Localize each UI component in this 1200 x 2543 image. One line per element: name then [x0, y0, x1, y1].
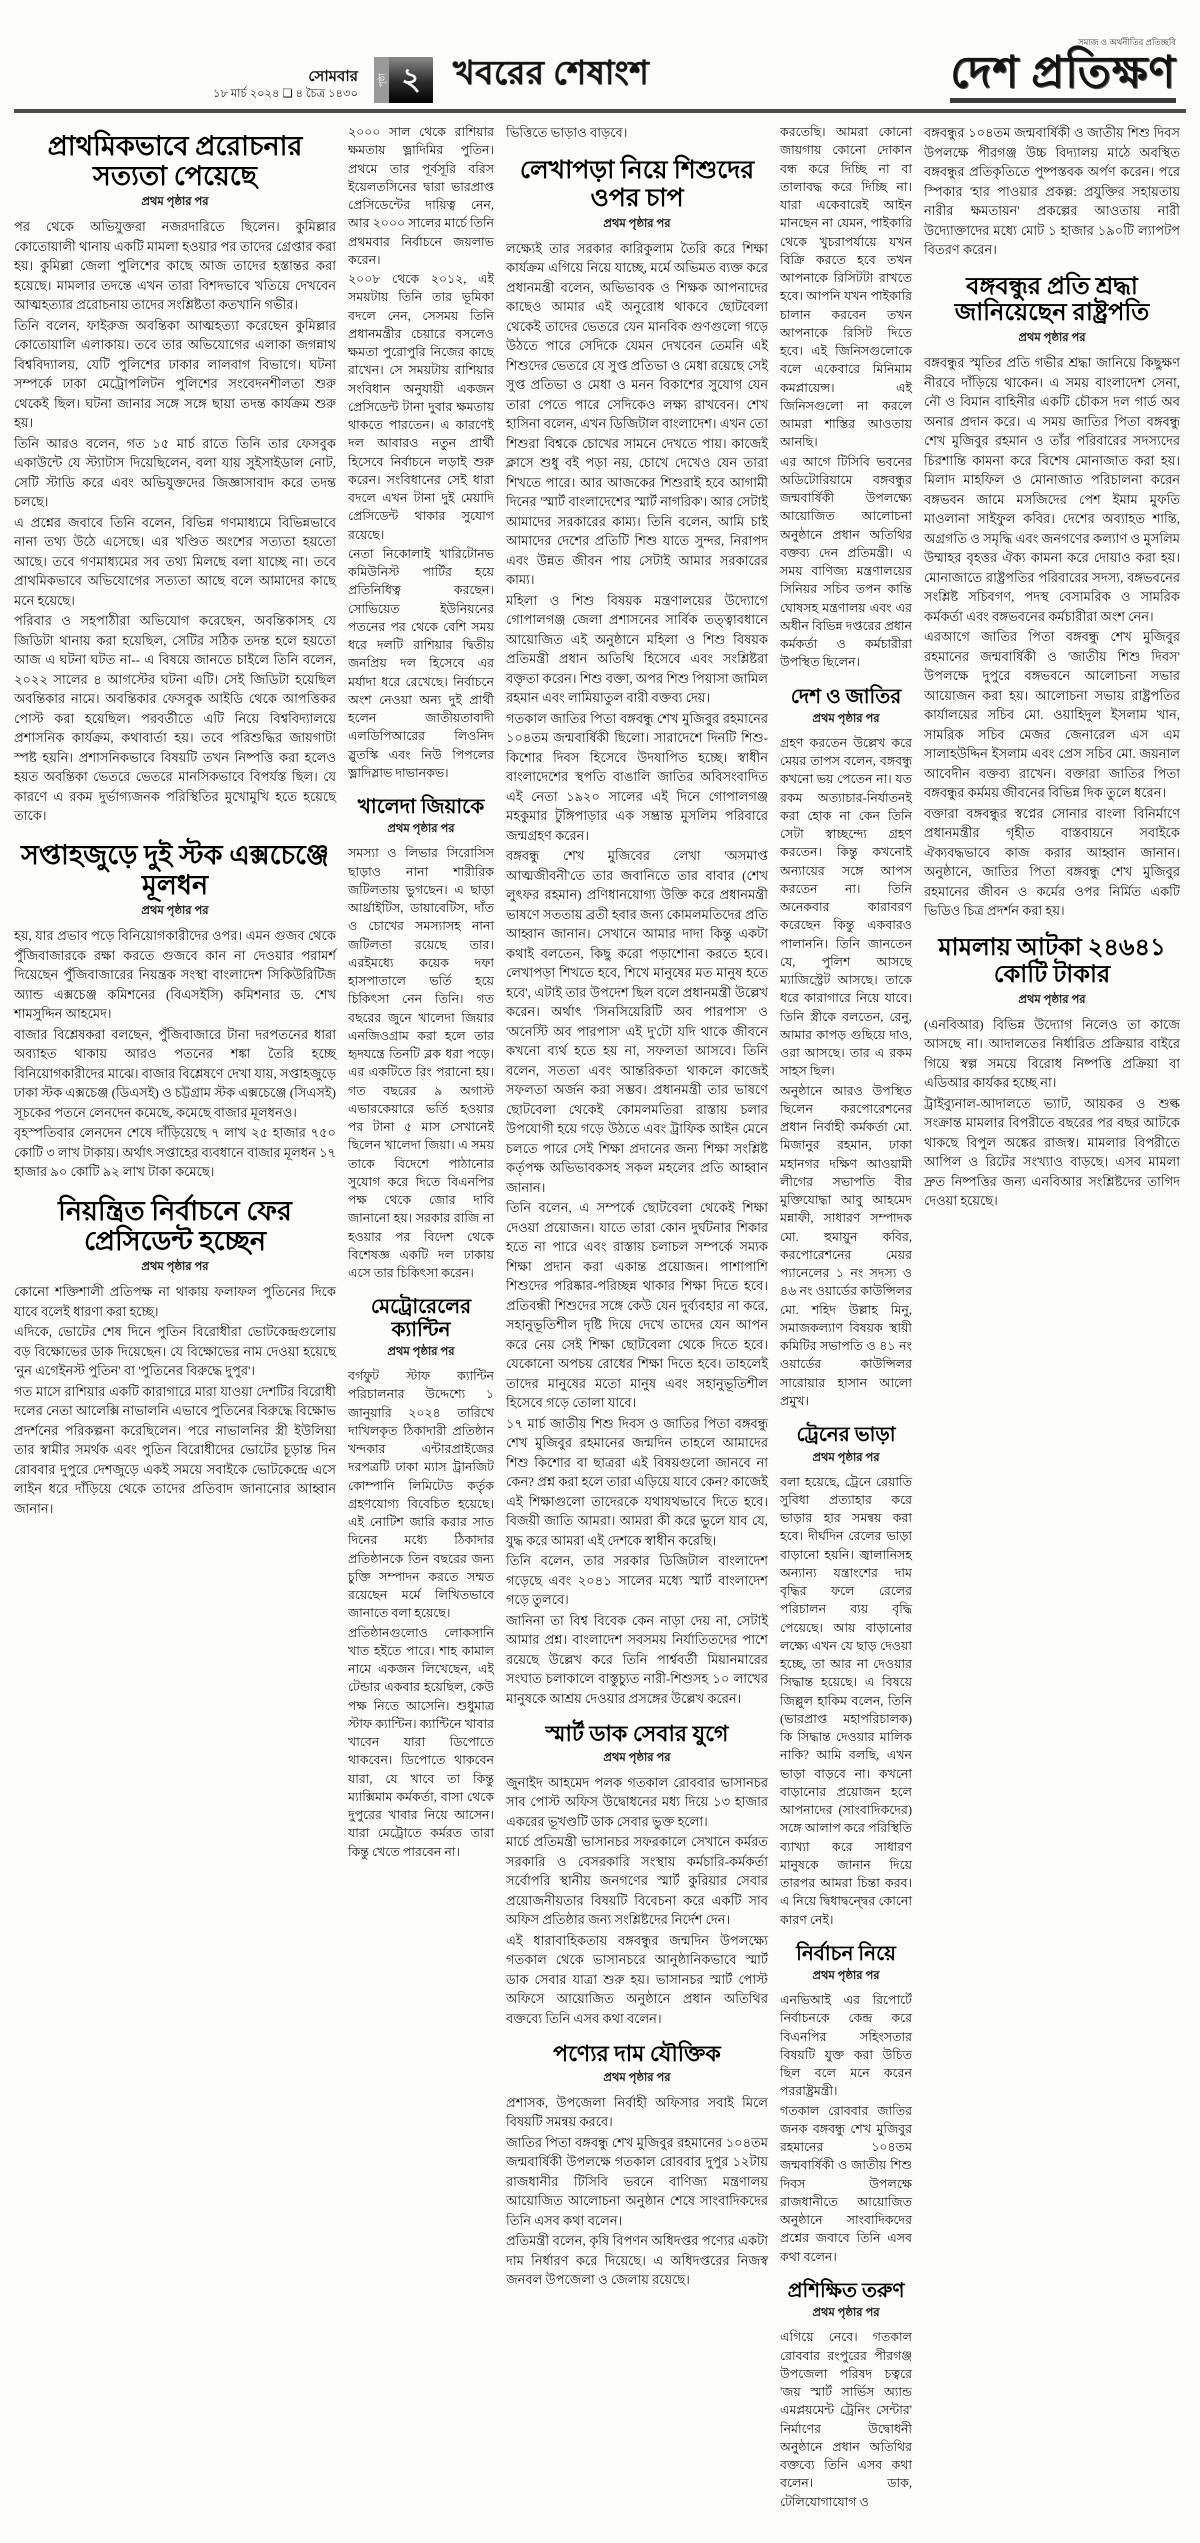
column-2	[348, 123, 494, 1875]
column-1	[14, 123, 336, 1532]
continued-from-label: প্রথম পৃষ্ঠার পর	[603, 1751, 671, 1764]
article-continuation	[924, 123, 1180, 260]
article-headline: লেখাপড়া নিয়ে শিশুদের ওপর চাপ	[519, 156, 755, 212]
article	[924, 274, 1180, 921]
body-paragraph: গতকাল রোববার জাতির জনক বঙ্গবন্ধু শেখ মুজিবুর রহমানের ১০৪তম জন্মবার্ষিকী ও জাতীয় শিশু দিবস উপলক্ষে রাজধানীতে আয়োজিত অনুষ্ঠানে সাংবাদিকদের প্রশ্নের জবাবে তিনি এসব কথা বলেন।	[780, 2103, 912, 2264]
body-paragraph: অনুষ্ঠানে আরও উপস্থিত ছিলেন করপোরেশনের প্রধান নির্বাহী কর্মকর্তা মো. মিজানুর রহমান, ঢাকা মহানগর দক্ষিণ আওয়ামী লীগের সভাপতি বীর মুক্তিযোদ্ধা আবু আহমেদ মন্নাফী, সাধারণ সম্পাদক মো. হুমায়ুন কবির, করপোরেশনের মেয়র প্যানেলের ১ নং সদস্য ও ৪৬ নং ওয়ার্ডের কাউন্সিলর মো. শহিদ উল্লাহ মিনু, সমাজকল্যাণ বিষয়ক স্থায়ী কমিটির সভাপতি ও ৪১ নং ওয়ার্ডের কাউন্সিলর সারোয়ার হাসান আলো প্রমুখ।	[780, 1083, 912, 1408]
body-paragraph: করতেছি। আমরা কোনো জায়গায় কোনো দোকান বন্ধ করে দিচ্ছি না বা তালাবদ্ধ করে দিচ্ছি না। যারা একেবারেই আইন মানছেন না যেমন, পাইকারি থেকে খুচরাপর্যায়ে যখন বিক্রি করতে হবে তখন আপনাকে রিসিটটা রাখতে হবে। আপনি যখন পাইকারি চালান করবেন তখন আপনাকে রিসিট দিতে হবে। এই জিনিসগুলোকে বলে একেবারে মিনিমাম কমপ্লায়েন্স। এই জিনিসগুলো না করলে আমরা শাস্তির আওতায় আনছি।	[780, 125, 912, 450]
continued-from-label: প্রথম পৃষ্ঠার পর	[1018, 332, 1086, 345]
body-paragraph: সমস্যা ও লিভার সিরোসিস ছাড়াও নানা শারীরিক জটিলতায় ভুগছেন। এ ছাড়া আর্থ্রাইটিস, ডায়াবেটিস, দাঁত ও চোখের সমস্যাসহ নানা জটিলতা রয়েছে তার। এরইমধ্যে কয়েক দফা হাসপাতালে ভর্তি হয়ে চিকিৎসা নেন তিনি। গত বছরের জুনে খালেদা জিয়ার এনজিওগ্রাম করা হলে তার হৃদযন্ত্রে তিনটি ব্লক ধরা পড়ে। এর একটিতে রিং পরানো হয়। গত বছরের ৯ অগাস্ট এভারকেয়ারে ভর্তি হওয়ার পর টানা ৫ মাস সেখানেই ছিলেন খালেদা জিয়া। এ সময় তাকে বিদেশে পাঠানোর সুযোগ করে দিতে বিএনপির পক্ষ থেকে জোর দাবি জানানো হয়। সরকার রাজি না হওয়ার পর বিদেশ থেকে বিশেষজ্ঞ একটি দল ঢাকায় এসে তার চিকিৎসা করেন।	[348, 846, 494, 1281]
column-5	[924, 123, 1180, 1225]
section-title: খবরের শেষাংশ	[452, 56, 650, 92]
weekday: সোমবার	[308, 68, 358, 85]
body-paragraph: ২০০০ সাল থেকে রাশিয়ার ক্ষমতায় ভ্লাদিমির পুতিন। প্রথমে তার পূর্বসূরি বরিস ইয়েলতসিনের দ্বারা ভারপ্রাপ্ত প্রেসিডেন্টের দায়িত্ব নেন, আর ২০০০ সালের মার্চে তিনি প্রথমবার নির্বাচনে জয়লাভ করেন।	[348, 125, 494, 267]
continued-from-label: প্রথম পৃষ্ঠার পর	[141, 196, 209, 209]
article-body	[14, 926, 336, 1182]
article-headline: দেশ ও জাতির	[790, 685, 902, 708]
body-paragraph: গ্রহণ করতেন উল্লেখ করে মেয়র তাপস বলেন, বঙ্গবন্ধু কখনো ভয় পেতেন না। যত রকম অত্যাচার-নির্যাতনই করা হোক না কেন তিনি সেটা স্বাচ্ছন্দ্যে গ্রহণ করতেন। কিন্তু কখনোই অন্যায়ের সঙ্গে আপস করতেন না। তিনি অনেকবার কারাবরণ করেছেন কিন্তু একবারও পালাননি। তিনি জানতেন যে, পুলিশ আসছে ম্যাজিস্ট্রেট আসছে। তাকে ধরে কারাগারে নিয়ে যাবে। তিনি স্ত্রীকে বলতেন, রেনু, আমার কাপড় গুছিয়ে দাও, ওরা আসছে। তার এ রকম সাহস ছিল।	[780, 735, 912, 1079]
continued-from-label: প্রথম পৃষ্ঠার পর	[387, 1346, 455, 1359]
article-body	[348, 123, 494, 782]
article-headline: নির্বাচন নিয়ে	[796, 1942, 896, 1965]
body-paragraph: পর থেকে অভিযুক্তরা নজরদারিতে ছিলেন। কুমিল্লার কোতোয়ালী থানায় একটি মামলা হওয়ার পর তাদের গ্রেপ্তার করা হয়। কুমিল্লা জেলা পুলিশের কাছে আজ তাদের হস্তান্তর করা হয়েছে। মামলার তদন্তে এখন তারা বিশদভাবে খতিয়ে দেখবেন আত্মহত্যার প্ররোচনায় তাদের সংশ্লিষ্টতা কতখানি গভীর।	[14, 219, 336, 313]
body-paragraph: বৃহস্পতিবার লেনদেন শেষে দাঁড়িয়েছে ৭ লাখ ২৫ হাজার ৭৫০ কোটি ৩ লাখ টাকায়। অর্থাৎ সপ্তাহের ব্যবধানে বাজার মূলধন ১৭ হাজার ৯০ কোটি ৯২ লাখ টাকা কমেছে।	[14, 1125, 336, 1180]
article-headline: বঙ্গবন্ধুর প্রতি শ্রদ্ধা জানিয়েছেন রাষ্ট্রপতি	[954, 273, 1150, 327]
article-body	[348, 1367, 494, 1861]
article-body	[924, 123, 1180, 260]
article	[924, 935, 1180, 1211]
body-paragraph: প্রতিমন্ত্রী বলেন, কৃষি বিপণন অধিদপ্তর পণ্যের একটা দাম নির্ধারণ করে দিয়েছে। এ অধিদপ্তরের নিজস্ব জনবল উপজেলা ও জেলায় রয়েছে।	[506, 2233, 768, 2288]
body-paragraph: এ প্রশ্নের জবাবে তিনি বলেন, বিভিন্ন গণমাধ্যমে বিভিন্নভাবে নানা তথ্য উঠে এসেছে। এর খণ্ডিত অংশের সত্যতা হয়তো আছে। তবে গণমাধ্যমের সব তথ্য মিলছে বলা যাচ্ছে না। তবে প্রাথমিকভাবে অভিযোগের সত্যতা আছে বলে আমাদের কাছে মনে হয়েছে।	[14, 514, 336, 608]
article-continuation	[506, 123, 768, 143]
body-paragraph: প্রতিষ্ঠানগুলোও লোকসানি খাত হইতে পারে। শাহ কামাল নামে একজন লিখেছেন, এই টেন্ডার একবার হয়েছিল, কেউ পক্ষ নিতে আসেনি। শুধুমাত্র স্টাফ ক্যান্টিন। ক্যান্টিনে খাবার খাবেন যারা ডিপোতে থাকবেন। ডিপোতে থাকবেন যারা, যে খাবে তা কিন্তু ম্যাক্সিমাম কর্মকর্তা, বাসা থেকে দুপুরের খাবার নিয়ে আসেন। যারা মেট্রোতে কর্মরত তারা কিন্তু খেতে পারবেন না।	[348, 1625, 494, 1859]
page-number: ২	[389, 57, 433, 103]
article	[348, 796, 494, 1282]
article	[14, 131, 336, 826]
article-headline: নিয়ন্ত্রিত নির্বাচনে ফের প্রেসিডেন্ট হচ্ছেন	[58, 1195, 292, 1257]
continued-from-label: প্রথম পৃষ্ঠার পর	[141, 1261, 209, 1274]
continued-from-label: প্রথম পৃষ্ঠার পর	[603, 217, 671, 230]
article-body	[924, 353, 1180, 921]
body-paragraph: নেতা নিকোলাই খারিটোনভ কমিউনিস্ট পার্টির হয়ে প্রতিনিধিত্ব করছেন। সোভিয়েত ইউনিয়নের পতনের পর থেকে বেশি সময় ধরে দলটি রাশিয়ার দ্বিতীয় জনপ্রিয় দল হিসেবে এর মর্যাদা ধরে রেখেছে। নির্বাচনে অংশ নেওয়া অন্য দুই প্রার্থী হলেন জাতীয়তাবাদী এলডিপিআরের লিওনিদ স্লুতস্কি এবং নিউ পিপলের ভ্লাদিস্লাভ দাভানকভ।	[348, 546, 494, 780]
article-body	[506, 1773, 768, 2029]
continued-from-label: প্রথম পৃষ্ঠার পর	[141, 905, 209, 918]
article	[780, 1424, 912, 1929]
article-body	[780, 1991, 912, 2266]
body-paragraph: বাজার বিশ্লেষকরা বলছেন, পুঁজিবাজারে টানা দরপতনের ধারা অব্যাহত থাকায় আরও পতনের শঙ্কা তৈরি হচ্ছে বিনিয়োগকারীদের মাঝে। বাজার বিশ্লেষণে দেখা যায়, সপ্তাহজুড়ে ঢাকা স্টক এক্সচেঞ্জ (ডিএসই) ও চট্টগ্রাম স্টক এক্সচেঞ্জে (সিএসই) সূচকের পতনে লেনদেন কমেছে, কমেছে বাজার মূলধনও।	[14, 1026, 336, 1120]
continued-from-label: প্রথম পৃষ্ঠার পর	[812, 1451, 880, 1464]
continued-from-label: প্রথম পৃষ্ঠার পর	[1018, 993, 1086, 1006]
article-continuation	[348, 123, 494, 782]
article	[506, 2042, 768, 2290]
article-body	[506, 123, 768, 143]
body-paragraph: এদিকে, ভোটের শেষ দিনে পুতিন বিরোধীরা ভোটকেন্দ্রগুলোয় বড় বিক্ষোভের ডাক দিয়েছেন। যে বিক্ষোভের নাম দেওয়া হয়েছে 'নুন এগেইনস্ট পুতিন' বা 'পুতিনের বিরুদ্ধে দুপুর'।	[14, 1324, 336, 1379]
article	[780, 2280, 912, 2511]
body-paragraph: প্রশাসক, উপজেলা নির্বাহী অফিসার সবাই মিলে বিষয়টি সমন্বয় করবে।	[506, 2094, 768, 2130]
article	[348, 1296, 494, 1861]
body-paragraph: বঙ্গবন্ধু শেখ মুজিবের লেখা 'অসমাপ্ত আত্মজীবনী'তে তার জবানিতে তার বাবার (শেখ লুৎফর রহমান) প্রণিধানযোগ্য উক্তি করে প্রধানমন্ত্রী ভাষণে সততায় ব্রতী হবার জন্য কোমলমতিদের প্রতি আহ্বান জানান। সেখানে আমার দাদা কিন্তু একটা কথাই বলতেন, কিছু করো পড়াশোনা করতে হবে। লেখাপড়া শিখতে হবে, শিখে মানুষের মত মানুষ হতে হবে', এটাই তার উপদেশ ছিল বলে প্রধানমন্ত্রী উল্লেখ করেন। অর্থাৎ 'সিনসিয়েরিটি অব পারপাস' ও 'অনেস্টি অব পারপাস' এই দু'টো যদি থাকে জীবনে কখনো ব্যর্থ হতে হয় না, সফলতা আসবে। তিনি বলেন, সততা এবং আন্তরিকতা থাকলে কাজেই সফলতা অর্জন করা সম্ভব। প্রধানমন্ত্রী তার ভাষণে ছোটবেলা থেকেই কোমলমতিরা রাস্তায় চলার উপযোগী হয়ে গড়ে উঠতে এবং ট্রাফিক আইন মেনে চলতে পারে সেই শিক্ষা প্রদানের জন্য শিক্ষা সংশ্লিষ্ট কর্তৃপক্ষ অভিভাবকসহ সকল মহলের প্রতি আহ্বান জানান।	[506, 848, 768, 1195]
body-paragraph: এরআগে জাতির পিতা বঙ্গবন্ধু শেখ মুজিবুর রহমানের জন্মবার্ষিকী ও 'জাতীয় শিশু দিবস' উপলক্ষে দুপুরে বঙ্গভবনে আলোচনা সভার আয়োজন করা হয়। আলোচনা সভায় রাষ্ট্রপতির কার্যালয়ের সচিব মো. ওয়াহিদুল ইসলাম খান, সামরিক সচিব মেজর জেনারেল এস এম সালাহউদ্দিন ইসলাম এবং প্রেস সচিব মো. জয়নাল আবেদীন বক্তব্য রাখেন। বক্তারা জাতির পিতা বঙ্গবন্ধুর কর্মময় জীবনের বিভিন্ন দিক তুলে ধরেন।	[924, 629, 1180, 801]
column-3	[506, 123, 768, 2304]
article-headline: প্রাথমিকভাবে প্ররোচনার সত্যতা পেয়েছে	[47, 131, 303, 192]
body-paragraph: বঙ্গবন্ধুর স্মৃতির প্রতি গভীর শ্রদ্ধা জানিয়ে কিছুক্ষণ নীরবে দাঁড়িয়ে থাকেন। এ সময় বাংলাদেশ সেনা, নৌ ও বিমান বাহিনীর একটি চৌকস দল গার্ড অব অনার প্রদান করে। এ সময় জাতির পিতা বঙ্গবন্ধু শেখ মুজিবুর রহমান ও তাঁর পরিবারের সদস্যদের চিরশান্তি কামনা করে বিশেষ মোনাজাত করা হয়। মিলাদ মাহফিল ও মোনাজাত পরিচালনা করেন বঙ্গভবন জামে মসজিদের পেশ ইমাম মুফতি মাওলানা সাইফুল কবির। দেশের অব্যাহত শান্তি, অগ্রগতি ও সমৃদ্ধি এবং জনগণের কল্যাণ ও মুসলিম উম্মাহর বৃহত্তর ঐক্য কামনা করে দোয়াও করা হয়। মোনাজাতে রাষ্ট্রপতির পরিবারের সদস্য, বঙ্গভবনের সংশ্লিষ্ট সচিবগণ, পদস্থ বেসামরিক ও সামরিক কর্মকর্তা এবং বঙ্গভবনের কর্মচারীরা অংশ নেন।	[924, 355, 1180, 624]
column-4	[780, 123, 912, 2525]
continued-from-label: প্রথম পৃষ্ঠার পর	[603, 2071, 671, 2084]
continued-from-label: প্রথম পৃষ্ঠার পর	[387, 823, 455, 836]
body-paragraph: তিনি বলেন, ফাইরুজ অবন্তিকা আত্মহত্যা করেছেন কুমিল্লার কোতোয়ালি এলাকায়। তবে তার অভিযোগের এলাকা জগন্নাথ বিশ্ববিদ্যালয়, যেটি পুলিশের ঢাকার লালবাগ বিভাগে। ঘটনা সম্পর্কে ঢাকা মেট্রোপলিটন পুলিশের সংবেদনশীলতা শুরু থেকেই ছিল। ঘটনা জানার সঙ্গে সঙ্গে ছায়া তদন্ত কার্যক্রম শুরু হয়।	[14, 317, 336, 431]
body-paragraph: গত মাসে রাশিয়ার একটি কারাগারে মারা যাওয়া দেশটির বিরোধী দলের নেতা আলেক্সি নাভালনি এভাবে পুতিনের বিরুদ্ধে বিক্ষোভ প্রদর্শনের পরিকল্পনা করেছিলেন। পরে নাভালনির স্ত্রী ইউলিয়া তার স্বামীর সমর্থক এবং পুতিন বিরোধীদের ভোটের চূড়ান্ত দিন রোববার দুপুরে দেশজুড়ে একই সময়ে সবাইকে ভোটকেন্দ্রে এসে লাইন ধরে দাঁড়িয়ে থেকে তাদের প্রতিবাদ জানানোর আহ্বান জানান।	[14, 1383, 336, 1516]
body-paragraph: (এনবিআর) বিভিন্ন উদ্যোগ নিলেও তা কাজে আসছে না। আদালতের নির্ধারিত প্রক্রিয়ার বাইরে গিয়ে স্বল্প সময়ে বিরোধ নিষ্পত্তি প্রক্রিয়া বা এডিআর কার্যকর হচ্ছে না।	[924, 1016, 1180, 1090]
masthead-tagline: সমাজ ও অর্থনীতির প্রতিচ্ছবি	[1078, 37, 1176, 47]
article-headline: মেট্রোরেলের ক্যান্টিন	[370, 1296, 472, 1341]
body-paragraph: তিনি বলেন, তার সরকার ডিজিটাল বাংলাদেশ গড়েছে এবং ২০৪১ সালের মধ্যে স্মার্ট বাংলাদেশ গড়ে তুলবে।	[506, 1553, 768, 1607]
body-paragraph: জানিনা তা বিশ্ব বিবেক কেন নাড়া দেয় না, সেটাই আমার প্রশ্ন। বাংলাদেশ সবসময় নির্যাতিতদের পাশে রয়েছে উল্লেখ করে তিনি পার্শ্ববর্তী মিয়ানমারের সংঘাত চলাকালে বাস্তুচ্যুত নারী-শিশুসহ ১০ লাখের মানুষকে আশ্রয় দেওয়ার প্রসঙ্গের উল্লেখ করেন।	[506, 1612, 768, 1706]
continued-from-label: প্রথম পৃষ্ঠার পর	[812, 712, 880, 725]
body-paragraph: ট্রাইব্যুনাল-আদালতে ভ্যাট, আয়কর ও শুল্ক সংক্রান্ত মামলার বিপরীতে বছরের পর বছর আটকে থাকছে বিপুল অঙ্কের রাজস্ব। মামলার বিপরীতে আপিল ও রিটের সংখ্যাও বাড়ছে। এসব মামলা দ্রুত নিষ্পত্তির জন্য এনবিআর সংশ্লিষ্টদের তাগিদ দেওয়া হয়েছে।	[924, 1095, 1180, 1208]
body-paragraph: বক্তারা বঙ্গবন্ধুর স্বপ্নের সোনার বাংলা বিনির্মাণে প্রধানমন্ত্রীর গৃহীত বাস্তবায়নে সবাইকে ঐক্যবদ্ধভাবে কাজ করার আহ্বান জানান। অনুষ্ঠানে, জাতির পিতা বঙ্গবন্ধু শেখ মুজিবুর রহমানের জীবন ও কর্মের ওপর নির্মিত একটি ভিডিও চিত্র প্রদর্শন করা হয়।	[924, 805, 1180, 919]
article-body	[780, 734, 912, 1410]
body-paragraph: বর্গফুট স্টাফ ক্যান্টিন পরিচালনার উদ্দেশ্যে ১ জানুয়ারি ২০২৪ তারিখে দাখিলকৃত ঠিকাদারী প্রতিষ্ঠান খন্দকার এন্টারপ্রাইজের দরপত্রটি ঢাকা ম্যাস ট্রানজিট কোম্পানি লিমিটেড কর্তৃক গ্রহণযোগ্য বিবেচিত হয়েছে। এই নোটিশ জারি করার সাত দিনের মধ্যে ঠিকাদার প্রতিষ্ঠানকে তিন বছরের জন্য চুক্তি সম্পাদন করতে সম্মত রয়েছেন মর্মে লিখিতভাবে জানাতে বলা হয়েছে।	[348, 1369, 494, 1621]
article-headline: মামলায় আটকা ২৪৬৪১ কোটি টাকার	[938, 934, 1166, 988]
body-paragraph: মার্চে প্রতিমন্ত্রী ভাসানচর সফরকালে সেখানে কর্মরত সরকারি ও বেসরকারি সংস্থায় কর্মচারি-কর্মকর্তা সর্বোপরি স্থানীয় জনগণের স্মার্ট কুরিয়ার সেবার প্রয়োজনীয়তার বিষয়টি বিবেচনা করে একটি সাব অফিস প্রতিষ্ঠার জন্য সংশ্লিষ্টদের নির্দেশ দেন।	[506, 1834, 768, 1928]
masthead	[950, 36, 1182, 103]
article-headline: প্রশিক্ষিত তরুণ	[787, 2279, 905, 2302]
article-body	[14, 1282, 336, 1518]
article-body	[780, 1473, 912, 1929]
article-headline: পণ্যের দাম যৌক্তিক	[553, 2041, 721, 2067]
body-paragraph: এনভিআই এর রিপোর্টে নির্বাচনকে কেন্দ্র করে বিএনপির সহিংসতার বিষয়টি যুক্ত করা উচিত ছিল বলে মনে করেন পররাষ্ট্রমন্ত্রী।	[780, 1993, 912, 2099]
body-paragraph: তিনি বলেন, এ সম্পর্কে ছোটবেলা থেকেই শিক্ষা দেওয়া প্রয়োজন। যাতে তারা কোন দুর্ঘটনার শিকার হতে না পারে এবং রাস্তায় চলাচল সম্পর্কে সম্যক শিক্ষা প্রদান করা একান্ত প্রয়োজন। পাশাপাশি শিশুদের পরিষ্কার-পরিচ্ছন্ন থাকার শিক্ষা দিতে হবে। প্রতিবন্ধী শিশুদের সঙ্গে কেউ যেন দুর্ব্যবহার না করে, সহানুভূতিশীল দৃষ্টি দিয়ে দেখে তাদের যেন আপন করে নেয় সেই শিক্ষা ছোটবেলা থেকে দিতে হবে। যেকোনো অপচয় রোধের শিক্ষা দিতে হবে। তাহলেই তাদের মানুষের মতো মানুষ এবং সহানুভূতিশীল হিসেবে গড়ে তোলা যাবে।	[506, 1200, 768, 1410]
body-paragraph: ১৭ মার্চ জাতীয় শিশু দিবস ও জাতির পিতা বঙ্গবন্ধু শেখ মুজিবুর রহমানের জন্মদিন তাহলে আমাদের শিশু কিশোর বা ছাত্ররা এই বিষয়গুলো জানবে না কেন? প্রশ্ন করা হলে তারা এড়িয়ে যাবে কেন? কাজেই এই শিক্ষাগুলো তাদেরকে যথাযথভাবে দিতে হবে। বিজয়ী জাতি আমরা। আমরা কী করে ভুলে যাব যে, যুদ্ধ করে আমরা এই দেশকে স্বাধীন করেছি।	[506, 1415, 768, 1548]
body-paragraph: বঙ্গবন্ধুর ১০৪তম জন্মবার্ষিকী ও জাতীয় শিশু দিবস উপলক্ষে পীরগঞ্জ উচ্চ বিদ্যালয় মাঠে অবস্থিত বঙ্গবন্ধুর প্রতিকৃতিতে পুষ্পস্তবক অর্পণ করেন। পরে স্পিকার 'হার পাওয়ার প্রকল্প: প্রযুক্তির সহায়তায় নারীর ক্ষমতায়ন' প্রকল্পের আওতায় নারী উদ্যোক্তাদের মধ্যে মোট ১ হাজার ১৯০টি ল্যাপটপ বিতরণ করেন।	[924, 125, 1180, 257]
newspaper-logo: দেশ প্রতিক্ষণ	[950, 51, 1176, 103]
article	[780, 1943, 912, 2266]
article-body	[780, 123, 912, 672]
body-paragraph: পরিবার ও সহপাঠীরা অভিযোগ করেছেন, অবন্তিকাসহ যে জিডিটা থানায় করা হয়েছিল, সেটির সঠিক তদন্ত হলে হয়তো আজ এ ঘটনা ঘটত না-- এ বিষয়ে জানতে চাইলে তিনি বলেন, ২০২২ সালের ৪ আগস্টের ঘটনা এটি। সেই জিডিটা হয়েছিল অবন্তিকার নামে। অবন্তিকার ফেসবুক আইডি থেকে আপত্তিকর পোস্ট করা হয়েছিল। পরবর্তীতে এটি নিয়ে বিশ্ববিদ্যালয়ে প্রশাসনিক কার্যক্রম, কথাবার্তা হয়। তবে পরিশুদ্ধির জায়গাটা স্পষ্ট হয়নি। প্রশাসনিকভাবে বিষয়টি তখন নিষ্পত্তি করা হলেও হয়ত অবন্তিকা ভেতরে ভেতরে মানসিকভাবে বিপর্যস্ত ছিল। যে কারণে এ রকম দুর্ভাগ্যজনক পরিস্থিতির মুখোমুখি হতে হয়েছে তাকে।	[14, 613, 336, 824]
article	[14, 1196, 336, 1518]
body-paragraph: কোনো শক্তিশালী প্রতিপক্ষ না থাকায় ফলাফল পুতিনের দিকে যাবে বলেই ধারণা করা হচ্ছে।	[14, 1284, 336, 1319]
body-paragraph: এই ধারাবাহিকতায় বঙ্গবন্ধুর জন্মদিন উপলক্ষ্যে গতকাল থেকে ভাসানচরে আনুষ্ঠানিকভাবে স্মার্ট ডাক সেবার যাত্রা শুরু হয়। ভাসানচর স্মার্ট পোস্ট অফিসে আয়োজিত অনুষ্ঠানে প্রধান অতিথির বক্তব্যে তিনি এসব কথা বলেন।	[506, 1932, 768, 2026]
article-body	[780, 2328, 912, 2511]
body-paragraph: এর আগে টিসিবি ভবনের অডিটোরিয়ামে বঙ্গবন্ধুর জন্মবার্ষিকী উপলক্ষ্যে আয়োজিত আলোচনা অনুষ্ঠানে প্রধান অতিথির বক্তব্য দেন প্রতিমন্ত্রী। এ সময় বাণিজ্য মন্ত্রণালয়ের সিনিয়র সচিব তপন কান্তি ঘোষসহ মন্ত্রণালয় এবং এর অধীন বিভিন্ন দপ্তরের প্রধান কর্মকর্তা ও কর্মচারীরা উপস্থিত ছিলেন।	[780, 454, 912, 670]
date-line: ১৮ মার্চ ২০২৪ ❑ ৪ চৈত্র ১৪৩০	[213, 87, 358, 100]
body-paragraph: বলা হয়েছে, ট্রেনে রেয়াতি সুবিধা প্রত্যাহার করে ভাড়ার হার সমন্বয় করা হবে। দীর্ঘদিন রেলের ভাড়া বাড়ানো হয়নি। জ্বালানিসহ অন্যান্য যন্ত্রাংশের দাম বৃদ্ধির ফলে রেলের পরিচালন ব্যয় বৃদ্ধি পেয়েছে। আয় বাড়ানোর লক্ষ্যে এখন যে ছাড় দেওয়া হচ্ছে, তা আর না দেওয়ার সিদ্ধান্ত হয়েছে। এ বিষয়ে জিল্লুল হাকিম বলেন, তিনি (ভারপ্রাপ্ত মহাপরিচালক) কি সিদ্ধান্ত দেওয়ার মালিক নাকি? আমি বলছি, এখন ভাড়া বাড়বে না। কখনো বাড়ানোর প্রয়োজন হলে আপনাদের (সাংবাদিকদের) সঙ্গে আলাপ করে পরিস্থিতি ব্যাখ্যা করে সাধারণ মানুষকে জানান দিয়ে তারপর আমরা চিন্তা করব। এ নিয়ে দ্বিধাদ্বন্দ্বের কোনো কারণ নেই।	[780, 1474, 912, 1927]
article-body	[506, 239, 768, 1709]
article-body	[506, 2093, 768, 2290]
page-label: পৃষ্ঠা	[374, 57, 389, 103]
article-body	[924, 1015, 1180, 1211]
article	[506, 1722, 768, 2028]
continued-from-label: প্রথম পৃষ্ঠার পর	[812, 2307, 880, 2320]
page-header	[14, 36, 1186, 113]
body-paragraph: লক্ষ্যেই তার সরকার কারিকুলাম তৈরি করে শিক্ষা কার্যক্রম এগিয়ে নিয়ে যাচ্ছে, মর্মে অভিমত ব্যক্ত করে প্রধানমন্ত্রী বলেন, অভিভাবক ও শিক্ষক আপনাদের কাছেও আমার এই অনুরোধ থাকবে ছোটবেলা থেকেই তাদের ভেতরে যেন মানবিক গুণগুলো গড়ে উঠতে পারে সেদিকে যেমন দেখবেন তেমনি এই শিশুদের ভেতরে যে সুপ্ত প্রতিভা ও মেধা রয়েছে সেই সুপ্ত প্রতিভা ও মেধা ও মনন বিকাশের সুযোগ যেন তারা পেতে পারে সেদিকেও লক্ষ্য রাখবেন। শেখ হাসিনা বলেন, এখন ডিজিটাল বাংলাদেশ। এখন তো শিশুরা বিশ্বকে চোখের সামনে দেখতে পায়। কাজেই ক্লাসে শুধু বই পড়া নয়, চোখে দেখেও যেন তারা শিখতে পারে। আর আজকের শিশুরাই হবে আগামী দিনের 'স্মার্ট বাংলাদেশের স্মার্ট নাগরিক'। আর সেটাই আমাদের সরকারের কাম্য। তিনি বলেন, আমি চাই আমাদের দেশের প্রতিটি শিশু যাতে সুন্দর, নিরাপদ এবং উন্নত জীবন পায় সেটাই আমার সরকারের কাম্য।	[506, 240, 768, 587]
article	[506, 157, 768, 1709]
article-headline: ট্রেনের ভাড়া	[796, 1424, 896, 1447]
body-paragraph: গতকাল জাতির পিতা বঙ্গবন্ধু শেখ মুজিবুর রহমানের ১০৪তম জন্মবার্ষিকী ছিলো। সারাদেশে দিনটি শিশু-কিশোর দিবস হিসেবে উদযাপিত হচ্ছে। স্বাধীন বাংলাদেশের স্থপতি বাঙালি জাতির অবিসংবাদিত এই নেতা ১৯২০ সালের এই দিনে গোপালগঞ্জ মহকুমার টুঙ্গিপাড়ার এক সম্ভ্রান্ত মুসলিম পরিবারে জন্মগ্রহণ করেন।	[506, 710, 768, 843]
article-headline: সপ্তাহজুড়ে দুই স্টক এক্সচেঞ্জে মূলধন	[21, 839, 329, 901]
page-number-box	[374, 57, 433, 103]
body-paragraph: তিনি আরও বলেন, গত ১৫ মার্চ রাতে তিনি তার ফেসবুক একাউন্টে যে স্ট্যাটাস দিয়েছিলেন, বলা যায় সুইসাইডাল নোট, সেটি স্টাডি করে এবং অভিযুক্তদের জিজ্ঞাসাবাদ করে তদন্ত চলছে।	[14, 435, 336, 510]
body-paragraph: ২০০৮ থেকে ২০১২, এই সময়টায় তিনি তার ভূমিকা বদলে নেন, সেসময় তিনি প্রধানমন্ত্রীর চেয়ারে বসলেও ক্ষমতা পুরোপুরি নিজের কাছে রাখেন। সে সময়টায় রাশিয়ার সংবিধান অনুযায়ী একজন প্রেসিডেন্ট টানা দুবার ক্ষমতায় থাকতে পারতেন। এ কারণেই দল আবারও নতুন প্রার্থী হিসেবে নির্বাচনে লড়াই শুরু করেন। সংবিধানের সেই ধারা বদলে এখন টানা দুই মেয়াদি প্রেসিডেন্ট থাকার সুযোগ রয়েছে।	[348, 272, 494, 542]
body-paragraph: মহিলা ও শিশু বিষয়ক মন্ত্রণালয়ের উদ্যোগে গোপালগঞ্জ জেলা প্রশাসনের সার্বিক তত্ত্বাবধানে আয়োজিত এই অনুষ্ঠানে মহিলা ও শিশু বিষয়ক প্রতিমন্ত্রী প্রধান অতিথি হিসেবে এবং সংশ্লিষ্টরা বক্তৃতা করেন। শিশু বক্তা, অপর শিশু পিয়াসা জামিল রহমান এবং লামিয়াতুল বারী বক্তব্য দেয়।	[506, 592, 768, 705]
column-layout	[14, 113, 1186, 2525]
continued-from-label: প্রথম পৃষ্ঠার পর	[812, 1970, 880, 1983]
body-paragraph: জুনাইদ আহমেদ পলক গতকাল রোববার ভাসানচর সাব পোস্ট অফিস উদ্বোধনের মধ্য দিয়ে ১৩ হাজার একরের ভূখণ্ডটি ডাক সেবার ভুক্ত হলো।	[506, 1774, 768, 1829]
article-body	[348, 844, 494, 1282]
body-paragraph: জাতির পিতা বঙ্গবন্ধু শেখ মুজিবুর রহমানের ১০৪তম জন্মবার্ষিকী উপলক্ষে গতকাল রোববার দুপুর ১২টায় রাজধানীর টিসিবি ভবনে বাণিজ্য মন্ত্রণালয় আয়োজিত আলোচনা অনুষ্ঠান শেষে সাংবাদিকদের তিনি এসব কথা বলেন।	[506, 2134, 768, 2228]
article-body	[14, 217, 336, 826]
article-headline: খালেদা জিয়াকে	[357, 796, 485, 818]
date-block	[213, 68, 358, 103]
body-paragraph: এগিয়ে নেবে। গতকাল রোববার রংপুরের পীরগঞ্জ উপজেলা পরিষদ চত্বরে 'জয় স্মার্ট সার্ভিস অ্যান্ড এমপ্লয়মেন্ট ট্রেনিং সেন্টার' নির্মাণের উদ্বোধনী অনুষ্ঠানে প্রধান অতিথির বক্তব্যে তিনি এসব কথা বলেন। ডাক, টেলিযোগাযোগ ও	[780, 2330, 912, 2509]
body-paragraph: ভিত্তিতে ভাড়াও বাড়বে।	[506, 125, 628, 140]
article	[14, 840, 336, 1182]
body-paragraph: হয়, যার প্রভাব পড়ে বিনিয়োগকারীদের ওপর। এমন গুজব থেকে পুঁজিবাজারকে রক্ষা করতে গুজবে কান না দেওয়ার পরামর্শ দিয়েছেন পুঁজিবাজারের নিয়ন্ত্রক সংস্থা বাংলাদেশ সিকিউরিটিজ অ্যান্ড এক্সচেঞ্জ কমিশনের (বিএসইসি) কমিশনার ড. শেখ শামসুদ্দিন আহমেদ।	[14, 928, 336, 1022]
article	[780, 686, 912, 1411]
article-continuation	[780, 123, 912, 672]
article-headline: স্মার্ট ডাক সেবার যুগে	[545, 1721, 729, 1746]
